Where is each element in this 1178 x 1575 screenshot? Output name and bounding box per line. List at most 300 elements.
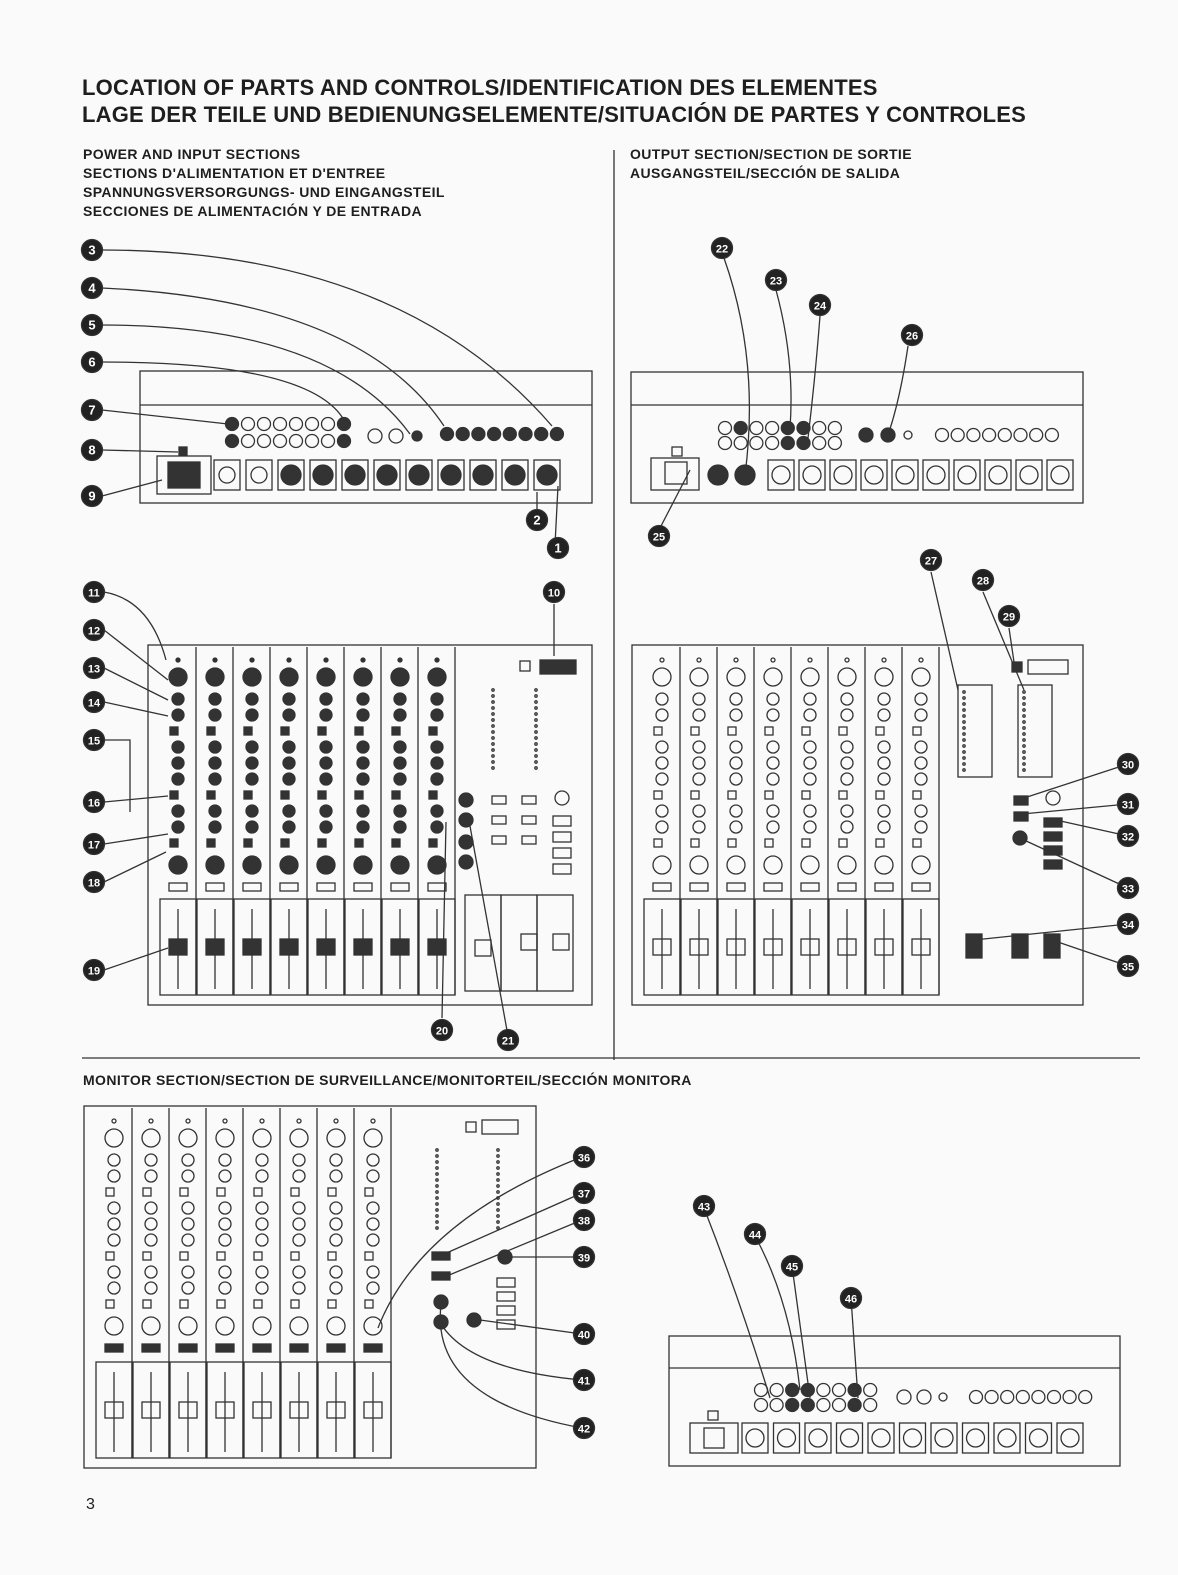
- channel-switch: [291, 1188, 299, 1196]
- monitor-output-jack: [770, 1384, 783, 1397]
- channel-knob: [320, 709, 332, 721]
- channel-knob: [293, 1170, 305, 1182]
- channel-knob: [730, 741, 742, 753]
- output-jack: [983, 429, 996, 442]
- channel-knob: [320, 773, 332, 785]
- master-button: [522, 816, 536, 824]
- channel-knob: [431, 741, 443, 753]
- level-jack: [939, 1393, 947, 1401]
- channel-knob: [219, 1218, 231, 1230]
- channel-switch: [802, 727, 810, 735]
- mute-button: [727, 883, 745, 891]
- line-input-jack: [519, 428, 532, 441]
- channel-switch: [281, 727, 289, 735]
- channel-knob: [246, 709, 258, 721]
- leader-line: [776, 290, 791, 428]
- channel-switch: [318, 791, 326, 799]
- leader-line: [888, 346, 908, 435]
- channel-knob: [767, 773, 779, 785]
- callout-22-label: 22: [715, 243, 729, 256]
- channel-switch: [217, 1188, 225, 1196]
- channel-knob: [256, 1282, 268, 1294]
- channel-knob: [182, 1266, 194, 1278]
- meter-led: [492, 761, 494, 763]
- channel-knob: [357, 805, 369, 817]
- monitor-output-jack: [770, 1399, 783, 1412]
- insert-jack: [258, 435, 271, 448]
- callout-15-label: 15: [87, 735, 101, 748]
- patch-led: [1023, 715, 1025, 717]
- mute-button: [290, 1344, 308, 1352]
- patch-led: [963, 745, 965, 747]
- callout-39-label: 39: [577, 1252, 591, 1265]
- leader-line: [1024, 840, 1128, 888]
- meter-led: [492, 725, 494, 727]
- channel-switch: [802, 791, 810, 799]
- leader-line: [104, 702, 168, 716]
- channel-knob: [367, 1170, 379, 1182]
- meter-led: [492, 749, 494, 751]
- channel-knob: [209, 741, 221, 753]
- patch-led: [963, 703, 965, 705]
- patch-led: [963, 751, 965, 753]
- master-switch: [553, 864, 571, 874]
- output-jack: [951, 429, 964, 442]
- channel-knob: [804, 709, 816, 721]
- channel-knob: [330, 1282, 342, 1294]
- channel-knob: [256, 1154, 268, 1166]
- leader-line: [442, 1193, 582, 1255]
- meter-led: [535, 725, 537, 727]
- meter-led: [492, 737, 494, 739]
- monitor-switch: [497, 1292, 515, 1301]
- monitor-console-body: [84, 1106, 536, 1468]
- channel-knob: [915, 741, 927, 753]
- leader-line: [102, 250, 552, 426]
- meter-led: [436, 1215, 438, 1217]
- channel-knob: [690, 668, 708, 686]
- input-console: [148, 645, 592, 1005]
- line-input-jack: [456, 428, 469, 441]
- callout-6-label: 6: [88, 354, 96, 370]
- channel-knob: [391, 856, 409, 874]
- callout-11-label: 11: [88, 587, 100, 600]
- master-fader-cap: [1012, 934, 1028, 958]
- xlr-frame: [214, 460, 240, 490]
- leader-line: [442, 822, 446, 1018]
- power-input-heading-es: SECCIONES DE ALIMENTACIÓN Y DE ENTRADA: [83, 203, 423, 219]
- channel-knob: [878, 693, 890, 705]
- channel-knob: [767, 709, 779, 721]
- channel-knob: [367, 1234, 379, 1246]
- callout-43-label: 43: [697, 1201, 711, 1214]
- channel-switch: [876, 727, 884, 735]
- xlr-frame: [246, 460, 272, 490]
- channel-knob: [327, 1129, 345, 1147]
- master-fader-cap: [966, 934, 982, 958]
- mute-button: [206, 883, 224, 891]
- channel-switch: [207, 727, 215, 735]
- channel-knob: [394, 757, 406, 769]
- channel-knob: [293, 1154, 305, 1166]
- xlr-input: [505, 465, 525, 485]
- callout-3-label: 3: [88, 242, 96, 258]
- peak-led: [213, 658, 217, 662]
- output-jack: [750, 422, 763, 435]
- mute-button: [838, 883, 856, 891]
- channel-switch: [217, 1300, 225, 1308]
- fader-cap: [354, 939, 372, 955]
- callout-40-label: 40: [577, 1329, 591, 1342]
- channel-knob: [169, 668, 187, 686]
- peak-led: [919, 658, 923, 662]
- ac-inlet-socket: [168, 462, 200, 488]
- fader-cap: [206, 939, 224, 955]
- meter-led: [436, 1149, 438, 1151]
- channel-knob: [394, 741, 406, 753]
- meter-led: [497, 1161, 499, 1163]
- master-jack: [555, 791, 569, 805]
- output-jack: [719, 437, 732, 450]
- mute-button: [875, 883, 893, 891]
- page-number: 3: [86, 1496, 95, 1513]
- patch-led: [963, 739, 965, 741]
- channel-switch: [355, 727, 363, 735]
- insert-jack-active: [338, 435, 351, 448]
- leader-line: [1022, 804, 1128, 814]
- callout-35-label: 35: [1121, 961, 1135, 974]
- channel-knob: [394, 805, 406, 817]
- channel-knob: [915, 805, 927, 817]
- connector: [1028, 660, 1068, 674]
- callout-45-label: 45: [785, 1261, 799, 1274]
- meter-led: [436, 1191, 438, 1193]
- channel-knob: [172, 693, 184, 705]
- channel-knob: [804, 741, 816, 753]
- monitor-output-jack: [755, 1399, 768, 1412]
- patch-led: [963, 727, 965, 729]
- channel-knob: [206, 856, 224, 874]
- channel-knob: [246, 741, 258, 753]
- master-fader-cap: [521, 934, 537, 950]
- channel-switch: [281, 791, 289, 799]
- master-knob: [459, 855, 473, 869]
- meter-led: [436, 1203, 438, 1205]
- channel-switch: [839, 839, 847, 847]
- output-jack: [1016, 1391, 1029, 1404]
- channel-knob: [182, 1202, 194, 1214]
- channel-switch: [728, 791, 736, 799]
- channel-switch: [913, 791, 921, 799]
- meter-led: [436, 1179, 438, 1181]
- meter-led: [535, 695, 537, 697]
- xlr-output: [896, 466, 914, 484]
- channel-knob: [764, 856, 782, 874]
- mute-button: [105, 1344, 123, 1352]
- channel-knob: [209, 821, 221, 833]
- channel-knob: [246, 757, 258, 769]
- fader-cap: [243, 939, 261, 955]
- channel-switch: [291, 1300, 299, 1308]
- output-switch: [1044, 818, 1062, 827]
- callout-26-label: 26: [905, 330, 919, 343]
- output-jack: [766, 422, 779, 435]
- channel-knob: [656, 741, 668, 753]
- channel-switch: [318, 727, 326, 735]
- channel-knob: [357, 709, 369, 721]
- meter-led: [436, 1227, 438, 1229]
- master-fader-cap: [1044, 934, 1060, 958]
- xlr-output: [778, 1429, 796, 1447]
- channel-knob: [878, 757, 890, 769]
- ac-inlet-socket: [704, 1428, 724, 1448]
- channel-switch: [170, 839, 178, 847]
- xlr-output: [872, 1429, 890, 1447]
- xlr-input: [473, 465, 493, 485]
- monitor-output-jack: [833, 1384, 846, 1397]
- meter-led: [497, 1179, 499, 1181]
- page-title-line-2: LAGE DER TEILE UND BEDIENUNGSELEMENTE/SITUACIÓN DE PARTES Y CONTROLES: [82, 102, 1026, 127]
- channel-knob: [216, 1317, 234, 1335]
- peak-led: [734, 658, 738, 662]
- channel-knob: [179, 1129, 197, 1147]
- peak-led: [112, 1119, 116, 1123]
- channel-switch: [254, 1300, 262, 1308]
- channel-switch: [254, 1188, 262, 1196]
- channel-knob: [915, 693, 927, 705]
- channel-knob: [145, 1218, 157, 1230]
- patch-led: [963, 715, 965, 717]
- mute-button: [428, 883, 446, 891]
- monitor-output-jack: [848, 1399, 861, 1412]
- monitor-output-jack: [848, 1384, 861, 1397]
- channel-knob: [209, 709, 221, 721]
- meter-led: [436, 1173, 438, 1175]
- peak-led: [361, 658, 365, 662]
- peak-led: [297, 1119, 301, 1123]
- callout-13-label: 13: [87, 663, 101, 676]
- channel-knob: [431, 757, 443, 769]
- channel-knob: [656, 709, 668, 721]
- channel-switch: [328, 1252, 336, 1260]
- channel-knob: [219, 1170, 231, 1182]
- phones-jack: [368, 429, 382, 443]
- channel-switch: [106, 1188, 114, 1196]
- channel-switch: [654, 839, 662, 847]
- channel-switch: [876, 791, 884, 799]
- channel-knob: [394, 821, 406, 833]
- output-knob: [1013, 831, 1027, 845]
- insert-jack: [322, 418, 335, 431]
- patch-led: [1023, 763, 1025, 765]
- channel-knob: [841, 693, 853, 705]
- callout-46-label: 46: [844, 1293, 858, 1306]
- patch-led: [963, 709, 965, 711]
- line-input-jack: [535, 428, 548, 441]
- monitor-output-jack: [786, 1399, 799, 1412]
- output-switch: [1044, 860, 1062, 869]
- meter-led: [535, 719, 537, 721]
- channel-knob: [730, 805, 742, 817]
- master-button: [522, 796, 536, 804]
- channel-knob: [219, 1202, 231, 1214]
- channel-knob: [656, 773, 668, 785]
- channel-knob: [108, 1282, 120, 1294]
- channel-knob: [283, 693, 295, 705]
- channel-switch: [143, 1300, 151, 1308]
- xlr-input: [377, 465, 397, 485]
- callout-41-label: 41: [577, 1375, 591, 1388]
- channel-knob: [656, 805, 668, 817]
- channel-knob: [290, 1129, 308, 1147]
- channel-knob: [209, 693, 221, 705]
- meter-led: [436, 1209, 438, 1211]
- master-button: [492, 816, 506, 824]
- channel-knob: [145, 1234, 157, 1246]
- output-jack: [813, 422, 826, 435]
- channel-knob: [394, 693, 406, 705]
- mute-button: [391, 883, 409, 891]
- channel-knob: [206, 668, 224, 686]
- channel-knob: [878, 821, 890, 833]
- channel-switch: [429, 791, 437, 799]
- insert-jack: [306, 435, 319, 448]
- channel-knob: [431, 773, 443, 785]
- output-jack: [734, 422, 747, 435]
- patch-led: [963, 769, 965, 771]
- callout-32-label: 32: [1121, 831, 1135, 844]
- master-knob: [459, 813, 473, 827]
- line-input-jack: [441, 428, 454, 441]
- channel-knob: [878, 741, 890, 753]
- xlr-output: [772, 466, 790, 484]
- channel-knob: [841, 709, 853, 721]
- page-title-line-1: LOCATION OF PARTS AND CONTROLS/IDENTIFICATION DES ELEMENTES: [82, 75, 878, 100]
- callout-12-label: 12: [87, 625, 101, 638]
- patch-led: [1023, 757, 1025, 759]
- channel-knob: [878, 805, 890, 817]
- power-switch: [179, 447, 187, 455]
- leader-line: [102, 410, 228, 424]
- channel-knob: [838, 856, 856, 874]
- insert-jack: [322, 435, 335, 448]
- meter-led: [497, 1227, 499, 1229]
- power-switch: [466, 1122, 476, 1132]
- meter-led: [436, 1167, 438, 1169]
- callout-5-label: 5: [88, 317, 96, 333]
- callout-1-label: 1: [554, 540, 562, 556]
- meter-led: [497, 1203, 499, 1205]
- output-jack: [1032, 1391, 1045, 1404]
- channel-switch: [244, 791, 252, 799]
- channel-knob: [693, 821, 705, 833]
- channel-knob: [764, 668, 782, 686]
- channel-switch: [913, 727, 921, 735]
- channel-knob: [357, 821, 369, 833]
- channel-switch: [765, 839, 773, 847]
- channel-knob: [767, 693, 779, 705]
- channel-knob: [767, 805, 779, 817]
- channel-switch: [217, 1252, 225, 1260]
- mute-button: [764, 883, 782, 891]
- channel-knob: [330, 1170, 342, 1182]
- channel-knob: [428, 668, 446, 686]
- mute-button: [327, 1344, 345, 1352]
- master-fader-slot: [465, 895, 501, 991]
- channel-knob: [172, 773, 184, 785]
- level-jack: [412, 431, 422, 441]
- fader-cap: [280, 939, 298, 955]
- channel-switch: [254, 1252, 262, 1260]
- meter-led: [535, 767, 537, 769]
- callout-9-label: 9: [88, 488, 96, 504]
- channel-knob: [357, 773, 369, 785]
- channel-switch: [365, 1252, 373, 1260]
- callout-29-label: 29: [1002, 611, 1016, 624]
- xlr-input: [409, 465, 429, 485]
- channel-knob: [878, 773, 890, 785]
- mute-button: [253, 1344, 271, 1352]
- peak-led: [149, 1119, 153, 1123]
- patch-led: [1023, 703, 1025, 705]
- channel-knob: [656, 821, 668, 833]
- channel-knob: [246, 693, 258, 705]
- peak-led: [371, 1119, 375, 1123]
- callout-30-label: 30: [1121, 759, 1135, 772]
- patch-led: [1023, 709, 1025, 711]
- channel-knob: [290, 1317, 308, 1335]
- channel-knob: [354, 856, 372, 874]
- meter-led: [492, 719, 494, 721]
- patch-led: [1023, 721, 1025, 723]
- channel-switch: [429, 727, 437, 735]
- channel-knob: [142, 1129, 160, 1147]
- channel-knob: [142, 1317, 160, 1335]
- master-button: [492, 836, 506, 844]
- channel-switch: [765, 727, 773, 735]
- channel-knob: [182, 1282, 194, 1294]
- patch-led: [1023, 769, 1025, 771]
- leader-line: [1052, 940, 1128, 966]
- leader-line: [104, 948, 168, 970]
- mute-button: [243, 883, 261, 891]
- xlr-output: [1020, 466, 1038, 484]
- channel-knob: [293, 1282, 305, 1294]
- meter-led: [436, 1161, 438, 1163]
- xlr-output: [1030, 1429, 1048, 1447]
- meter-led: [492, 701, 494, 703]
- channel-knob: [108, 1234, 120, 1246]
- phones-jack: [897, 1390, 911, 1404]
- level-jack: [904, 431, 912, 439]
- channel-switch: [839, 791, 847, 799]
- channel-knob: [912, 668, 930, 686]
- channel-knob: [804, 773, 816, 785]
- output-jack: [970, 1391, 983, 1404]
- channel-knob: [320, 741, 332, 753]
- monitor-console: [84, 1106, 536, 1468]
- channel-knob: [841, 773, 853, 785]
- channel-knob: [293, 1202, 305, 1214]
- patch-led: [1023, 739, 1025, 741]
- channel-knob: [283, 773, 295, 785]
- channel-switch: [244, 727, 252, 735]
- peak-led: [287, 658, 291, 662]
- meter-led: [436, 1197, 438, 1199]
- leader-line: [931, 572, 958, 690]
- channel-knob: [767, 757, 779, 769]
- channel-knob: [330, 1234, 342, 1246]
